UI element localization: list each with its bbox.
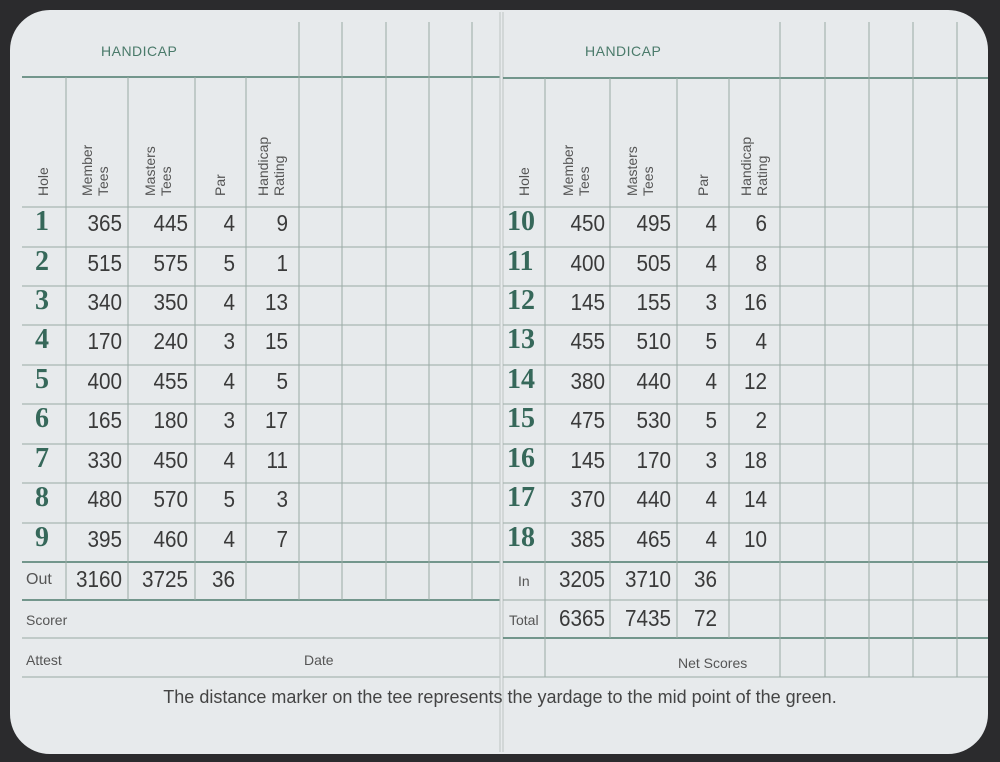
- hole-number: 7: [35, 443, 49, 474]
- par-value: 4: [223, 447, 235, 473]
- scorer-label: Scorer: [26, 612, 68, 628]
- masters-yardage: 505: [636, 250, 671, 276]
- hole-number: 5: [35, 364, 49, 395]
- out-masters-total: 3725: [141, 566, 188, 592]
- header-masters-tees-2: Tees: [158, 166, 174, 196]
- hole-number: 14: [507, 364, 535, 395]
- in-par-total: 36: [693, 566, 717, 592]
- masters-yardage: 465: [636, 526, 671, 552]
- hole-number: 1: [35, 206, 49, 237]
- member-yardage: 400: [570, 250, 605, 276]
- par-value: 4: [705, 486, 717, 512]
- net-scores-label: Net Scores: [678, 655, 748, 671]
- par-value: 4: [705, 368, 717, 394]
- hole-number: 3: [35, 285, 49, 316]
- par-value: 3: [223, 407, 235, 433]
- handicap-rating: 10: [743, 526, 767, 552]
- member-yardage: 395: [87, 526, 122, 552]
- masters-yardage: 530: [636, 407, 671, 433]
- member-yardage: 515: [87, 250, 122, 276]
- header-hole: Hole: [516, 167, 532, 196]
- par-value: 4: [705, 210, 717, 236]
- handicap-rating: 5: [276, 368, 288, 394]
- hole-number: 2: [35, 246, 49, 277]
- header-masters-tees-1: Masters: [142, 146, 158, 196]
- handicap-label-front: HANDICAP: [101, 43, 178, 59]
- member-yardage: 165: [87, 407, 122, 433]
- par-value: 5: [223, 486, 235, 512]
- masters-yardage: 350: [153, 289, 188, 315]
- handicap-rating: 11: [266, 447, 288, 473]
- masters-yardage: 240: [153, 328, 188, 354]
- hole-number: 11: [507, 246, 534, 277]
- hole-number: 17: [507, 482, 535, 513]
- masters-yardage: 510: [636, 328, 671, 354]
- in-member-total: 3205: [558, 566, 605, 592]
- hole-number: 15: [507, 403, 535, 434]
- total-label: Total: [509, 612, 539, 628]
- handicap-rating: 13: [264, 289, 288, 315]
- header-handicap-rating-1: Handicap: [255, 136, 271, 196]
- handicap-rating: 18: [743, 447, 767, 473]
- handicap-label-back: HANDICAP: [585, 43, 662, 59]
- hole-number: 8: [35, 482, 49, 513]
- member-yardage: 455: [570, 328, 605, 354]
- header-masters-tees-2: Tees: [640, 166, 656, 196]
- out-label: Out: [26, 571, 52, 588]
- masters-yardage: 570: [153, 486, 188, 512]
- hole-number: 4: [35, 324, 49, 355]
- masters-yardage: 170: [636, 447, 671, 473]
- masters-yardage: 455: [153, 368, 188, 394]
- out-par-total: 36: [211, 566, 235, 592]
- member-yardage: 365: [87, 210, 122, 236]
- header-handicap-rating-1: Handicap: [738, 136, 754, 196]
- par-value: 4: [223, 289, 235, 315]
- member-yardage: 400: [87, 368, 122, 394]
- par-value: 5: [705, 328, 717, 354]
- header-masters-tees-1: Masters: [624, 146, 640, 196]
- par-value: 3: [223, 328, 235, 354]
- header-member-tees-1: Member: [79, 144, 95, 196]
- par-value: 4: [223, 526, 235, 552]
- masters-yardage: 180: [153, 407, 188, 433]
- header-hole: Hole: [35, 167, 51, 196]
- member-yardage: 380: [570, 368, 605, 394]
- hole-number: 6: [35, 403, 49, 434]
- in-label: In: [518, 573, 530, 589]
- handicap-rating: 1: [276, 250, 288, 276]
- handicap-rating: 17: [264, 407, 288, 433]
- handicap-rating: 3: [276, 486, 288, 512]
- masters-yardage: 575: [153, 250, 188, 276]
- handicap-rating: 12: [743, 368, 767, 394]
- masters-yardage: 495: [636, 210, 671, 236]
- handicap-rating: 14: [743, 486, 767, 512]
- out-member-total: 3160: [75, 566, 122, 592]
- handicap-rating: 16: [743, 289, 767, 315]
- header-member-tees-2: Tees: [576, 166, 592, 196]
- total-masters: 7435: [624, 605, 671, 631]
- handicap-rating: 2: [755, 407, 767, 433]
- par-value: 3: [705, 447, 717, 473]
- member-yardage: 170: [87, 328, 122, 354]
- in-masters-total: 3710: [624, 566, 671, 592]
- header-par: Par: [695, 174, 711, 196]
- hole-number: 16: [507, 443, 535, 474]
- par-value: 5: [223, 250, 235, 276]
- member-yardage: 340: [87, 289, 122, 315]
- handicap-rating: 4: [755, 328, 767, 354]
- par-value: 4: [223, 210, 235, 236]
- total-par: 72: [693, 605, 717, 631]
- date-label: Date: [304, 652, 334, 668]
- member-yardage: 450: [570, 210, 605, 236]
- handicap-rating: 8: [755, 250, 767, 276]
- hole-number: 12: [507, 285, 535, 316]
- masters-yardage: 445: [153, 210, 188, 236]
- member-yardage: 330: [87, 447, 122, 473]
- par-value: 4: [223, 368, 235, 394]
- member-yardage: 370: [570, 486, 605, 512]
- masters-yardage: 440: [636, 486, 671, 512]
- footnote: The distance marker on the tee represents the yardage to the mid point of the green.: [163, 687, 837, 707]
- member-yardage: 145: [570, 289, 605, 315]
- header-member-tees-1: Member: [560, 144, 576, 196]
- handicap-rating: 9: [276, 210, 288, 236]
- par-value: 4: [705, 526, 717, 552]
- attest-label: Attest: [26, 652, 62, 668]
- header-member-tees-2: Tees: [95, 166, 111, 196]
- member-yardage: 385: [570, 526, 605, 552]
- header-handicap-rating-2: Rating: [271, 155, 287, 196]
- masters-yardage: 450: [153, 447, 188, 473]
- masters-yardage: 460: [153, 526, 188, 552]
- hole-number: 18: [507, 522, 535, 553]
- hole-number: 9: [35, 522, 49, 553]
- member-yardage: 145: [570, 447, 605, 473]
- par-value: 3: [705, 289, 717, 315]
- par-value: 5: [705, 407, 717, 433]
- par-value: 4: [705, 250, 717, 276]
- masters-yardage: 440: [636, 368, 671, 394]
- handicap-rating: 6: [755, 210, 767, 236]
- handicap-rating: 15: [264, 328, 288, 354]
- hole-number: 10: [507, 206, 535, 237]
- member-yardage: 480: [87, 486, 122, 512]
- total-member: 6365: [558, 605, 605, 631]
- header-handicap-rating-2: Rating: [754, 155, 770, 196]
- masters-yardage: 155: [636, 289, 671, 315]
- member-yardage: 475: [570, 407, 605, 433]
- header-par: Par: [212, 174, 228, 196]
- handicap-rating: 7: [276, 526, 288, 552]
- hole-number: 13: [507, 324, 535, 355]
